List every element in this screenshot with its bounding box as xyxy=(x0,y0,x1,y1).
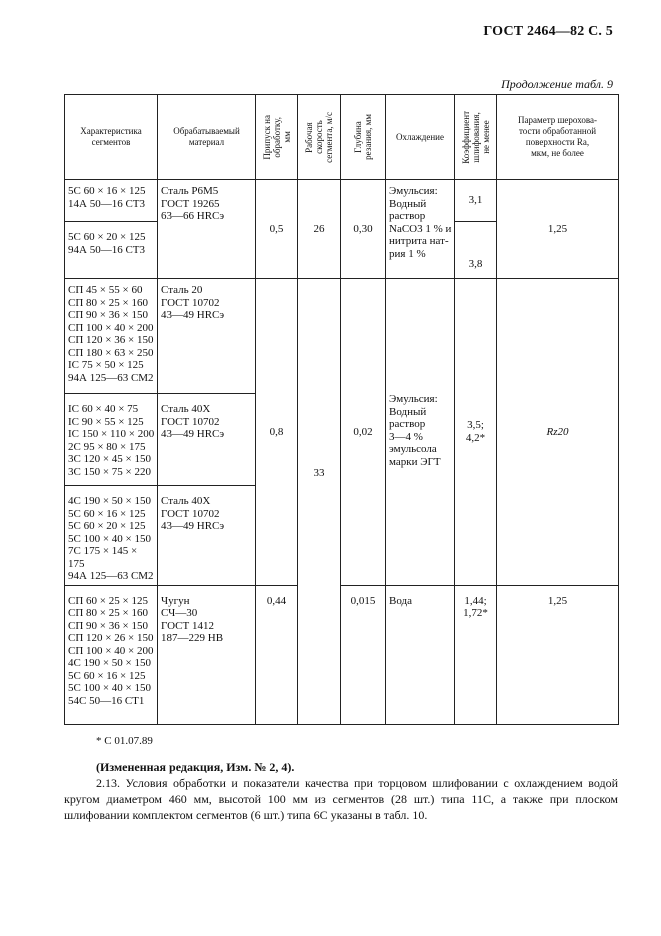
body-paragraph: 2.13. Условия обработки и показатели качества при торцовом шлифовании с охлаждением водой кругом диаметром 460 мм, высотой 100 мм из сегментов (28 шт.) типа 11С, а также при плоском шлифовании комплектом сегментов (6 шт.) типа 6С указаны в табл. 10. xyxy=(64,776,618,822)
amendment-note: (Измененная редакция, Изм. № 2, 4). xyxy=(96,760,295,774)
grinding-table xyxy=(64,94,619,725)
col-header-material: Обрабатываемый материал xyxy=(158,95,256,180)
cell-segments: СП 60 × 25 × 125 СП 80 × 25 × 160 СП 90 × 36 × 150 СП 120 × 26 × 150 СП 100 × 40 × 200 4С 190 × 50 × 150 5С 60 × 16 × 125 5С 100 × 40 × 150 54С 50—16 СТ1 xyxy=(65,585,158,724)
cell-material: Сталь 40Х ГОСТ 10702 43—49 HRCэ xyxy=(158,486,256,586)
cell-roughness: 1,25 xyxy=(497,585,619,724)
page-header: ГОСТ 2464—82 С. 5 xyxy=(483,24,613,39)
col-header-coef: Коэффициент шлифования, не менее xyxy=(455,95,497,180)
table-row xyxy=(65,585,619,724)
cell-roughness: 1,25 xyxy=(497,180,619,279)
cell-segments: 5С 60 × 16 × 125 14А 50—16 СТ3 xyxy=(65,180,158,222)
table-continuation-label: Продолжение табл. 9 xyxy=(501,77,613,91)
cell-segments: СП 45 × 55 × 60 СП 80 × 25 × 160 СП 90 × 36 × 150 СП 100 × 40 × 200 СП 120 × 36 × 150 СП 180 × 63 × 250 IС 75 × 50 × 125 94А 125—63 СМ2 xyxy=(65,279,158,394)
col-header-segments: Характеристика сегментов xyxy=(65,95,158,180)
cell-depth: 0,015 xyxy=(341,585,386,724)
cell-coef: 3,5; 4,2* xyxy=(455,279,497,586)
cell-material: Сталь 40Х ГОСТ 10702 43—49 HRCэ xyxy=(158,394,256,486)
cell-coef: 3,8 xyxy=(455,222,497,279)
cell-depth: 0,30 xyxy=(341,180,386,279)
cell-material: Чугун СЧ—30 ГОСТ 1412 187—229 НВ xyxy=(158,585,256,724)
cell-coef: 3,1 xyxy=(455,180,497,222)
cell-material: Сталь 20 ГОСТ 10702 43—49 HRCэ xyxy=(158,279,256,394)
cell-segments: 5С 60 × 20 × 125 94А 50—16 СТ3 xyxy=(65,222,158,279)
cell-speed: 33 xyxy=(298,279,341,725)
col-header-speed: Рабочая скорость сегмента, м/с xyxy=(298,95,341,180)
col-header-cooling: Охлаждение xyxy=(386,95,455,180)
table-header-row xyxy=(65,95,619,180)
cell-roughness: Rz20 xyxy=(497,279,619,586)
cell-depth: 0,02 xyxy=(341,279,386,586)
col-header-allowance: Припуск на обработку, мм xyxy=(256,95,298,180)
cell-allowance: 0,8 xyxy=(256,279,298,586)
cell-speed: 26 xyxy=(298,180,341,279)
table-row xyxy=(65,279,619,394)
cell-coef: 1,44; 1,72* xyxy=(455,585,497,724)
cell-allowance: 0,5 xyxy=(256,180,298,279)
footnote: * С 01.07.89 xyxy=(96,735,153,747)
cell-segments: 4С 190 × 50 × 150 5С 60 × 16 × 125 5С 60 × 20 × 125 5С 100 × 40 × 150 7С 175 × 145 × 175 94А 125—63 СМ2 xyxy=(65,486,158,586)
cell-cooling: Эмульсия: Водный раствор NaCO3 1 % и нитрита нат- рия 1 % xyxy=(386,180,455,279)
cell-cooling: Эмульсия: Водный раствор 3—4 % эмульсола марки ЭГТ xyxy=(386,279,455,586)
cell-allowance: 0,44 xyxy=(256,585,298,724)
col-header-depth: Глубина резания, мм xyxy=(341,95,386,180)
cell-cooling: Вода xyxy=(386,585,455,724)
cell-segments: IС 60 × 40 × 75 IС 90 × 55 × 125 IС 150 × 110 × 200 2С 95 × 80 × 175 3С 120 × 45 × 150 3С 150 × 75 × 220 xyxy=(65,394,158,486)
cell-material: Сталь Р6М5 ГОСТ 19265 63—66 HRCэ xyxy=(158,180,256,279)
table-row xyxy=(65,180,619,222)
col-header-roughness: Параметр шерохова- тости обработанной поверхности Ra, мкм, не более xyxy=(497,95,619,180)
